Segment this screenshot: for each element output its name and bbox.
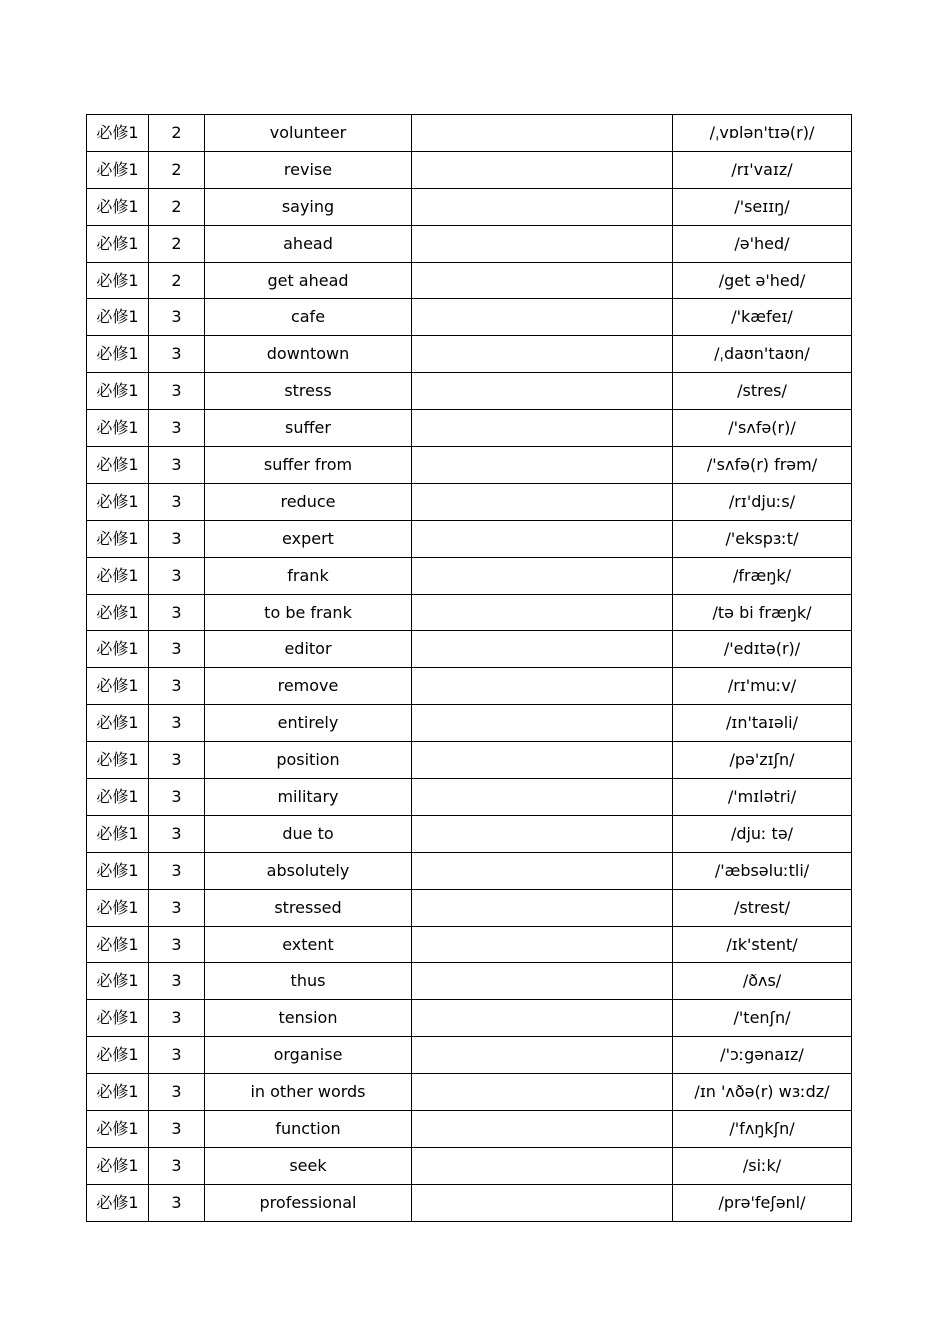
word-cell: volunteer bbox=[205, 115, 412, 152]
book-cell: 必修1 bbox=[87, 262, 149, 299]
meaning-cell bbox=[412, 520, 673, 557]
unit-cell: 3 bbox=[149, 336, 205, 373]
phonetic-cell: /strest/ bbox=[673, 889, 852, 926]
meaning-cell bbox=[412, 115, 673, 152]
book-cell: 必修1 bbox=[87, 852, 149, 889]
table-row bbox=[87, 115, 852, 152]
meaning-cell bbox=[412, 815, 673, 852]
table-row bbox=[87, 1111, 852, 1148]
meaning-cell bbox=[412, 779, 673, 816]
unit-cell: 3 bbox=[149, 631, 205, 668]
word-cell: suffer from bbox=[205, 447, 412, 484]
table-row bbox=[87, 1184, 852, 1221]
unit-cell: 3 bbox=[149, 742, 205, 779]
unit-cell: 3 bbox=[149, 1147, 205, 1184]
book-cell: 必修1 bbox=[87, 557, 149, 594]
phonetic-cell: /ə'hed/ bbox=[673, 225, 852, 262]
unit-cell: 3 bbox=[149, 926, 205, 963]
meaning-cell bbox=[412, 963, 673, 1000]
word-cell: organise bbox=[205, 1037, 412, 1074]
unit-cell: 3 bbox=[149, 557, 205, 594]
book-cell: 必修1 bbox=[87, 373, 149, 410]
book-cell: 必修1 bbox=[87, 779, 149, 816]
book-cell: 必修1 bbox=[87, 188, 149, 225]
phonetic-cell: /ɪk'stent/ bbox=[673, 926, 852, 963]
book-cell: 必修1 bbox=[87, 1037, 149, 1074]
word-cell: function bbox=[205, 1111, 412, 1148]
meaning-cell bbox=[412, 1074, 673, 1111]
word-cell: editor bbox=[205, 631, 412, 668]
unit-cell: 3 bbox=[149, 779, 205, 816]
word-cell: tension bbox=[205, 1000, 412, 1037]
word-cell: to be frank bbox=[205, 594, 412, 631]
meaning-cell bbox=[412, 151, 673, 188]
meaning-cell bbox=[412, 742, 673, 779]
book-cell: 必修1 bbox=[87, 336, 149, 373]
word-cell: ahead bbox=[205, 225, 412, 262]
book-cell: 必修1 bbox=[87, 742, 149, 779]
word-cell: thus bbox=[205, 963, 412, 1000]
phonetic-cell: /'kæfeɪ/ bbox=[673, 299, 852, 336]
table-row bbox=[87, 1037, 852, 1074]
table-row bbox=[87, 520, 852, 557]
book-cell: 必修1 bbox=[87, 594, 149, 631]
meaning-cell bbox=[412, 705, 673, 742]
phonetic-cell: /'sʌfə(r) frəm/ bbox=[673, 447, 852, 484]
vocabulary-table bbox=[86, 114, 852, 1222]
unit-cell: 3 bbox=[149, 963, 205, 1000]
meaning-cell bbox=[412, 852, 673, 889]
phonetic-cell: /stres/ bbox=[673, 373, 852, 410]
word-cell: remove bbox=[205, 668, 412, 705]
table-row bbox=[87, 631, 852, 668]
word-cell: get ahead bbox=[205, 262, 412, 299]
unit-cell: 3 bbox=[149, 373, 205, 410]
meaning-cell bbox=[412, 373, 673, 410]
unit-cell: 2 bbox=[149, 188, 205, 225]
book-cell: 必修1 bbox=[87, 483, 149, 520]
book-cell: 必修1 bbox=[87, 115, 149, 152]
meaning-cell bbox=[412, 447, 673, 484]
unit-cell: 3 bbox=[149, 1111, 205, 1148]
meaning-cell bbox=[412, 1147, 673, 1184]
book-cell: 必修1 bbox=[87, 225, 149, 262]
phonetic-cell: /'fʌŋkʃn/ bbox=[673, 1111, 852, 1148]
meaning-cell bbox=[412, 336, 673, 373]
book-cell: 必修1 bbox=[87, 151, 149, 188]
table-row bbox=[87, 815, 852, 852]
unit-cell: 3 bbox=[149, 1184, 205, 1221]
table-row bbox=[87, 852, 852, 889]
book-cell: 必修1 bbox=[87, 631, 149, 668]
table-row bbox=[87, 1074, 852, 1111]
word-cell: seek bbox=[205, 1147, 412, 1184]
word-cell: in other words bbox=[205, 1074, 412, 1111]
table-row bbox=[87, 742, 852, 779]
table-row bbox=[87, 1000, 852, 1037]
unit-cell: 3 bbox=[149, 594, 205, 631]
meaning-cell bbox=[412, 188, 673, 225]
phonetic-cell: /rɪ'muːv/ bbox=[673, 668, 852, 705]
vocabulary-table-body bbox=[87, 115, 852, 1222]
unit-cell: 3 bbox=[149, 1037, 205, 1074]
unit-cell: 2 bbox=[149, 115, 205, 152]
meaning-cell bbox=[412, 262, 673, 299]
phonetic-cell: /ɪn'taɪəli/ bbox=[673, 705, 852, 742]
table-row bbox=[87, 225, 852, 262]
table-row bbox=[87, 779, 852, 816]
unit-cell: 3 bbox=[149, 447, 205, 484]
phonetic-cell: /ðʌs/ bbox=[673, 963, 852, 1000]
table-row bbox=[87, 447, 852, 484]
word-cell: due to bbox=[205, 815, 412, 852]
word-cell: reduce bbox=[205, 483, 412, 520]
word-cell: entirely bbox=[205, 705, 412, 742]
phonetic-cell: /siːk/ bbox=[673, 1147, 852, 1184]
table-row bbox=[87, 705, 852, 742]
meaning-cell bbox=[412, 225, 673, 262]
word-cell: military bbox=[205, 779, 412, 816]
table-row bbox=[87, 188, 852, 225]
book-cell: 必修1 bbox=[87, 1111, 149, 1148]
book-cell: 必修1 bbox=[87, 447, 149, 484]
book-cell: 必修1 bbox=[87, 815, 149, 852]
phonetic-cell: /'ɔːgənaɪz/ bbox=[673, 1037, 852, 1074]
book-cell: 必修1 bbox=[87, 1184, 149, 1221]
table-row bbox=[87, 299, 852, 336]
meaning-cell bbox=[412, 1000, 673, 1037]
unit-cell: 3 bbox=[149, 852, 205, 889]
book-cell: 必修1 bbox=[87, 1147, 149, 1184]
phonetic-cell: /'seɪɪŋ/ bbox=[673, 188, 852, 225]
meaning-cell bbox=[412, 594, 673, 631]
table-row bbox=[87, 151, 852, 188]
phonetic-cell: /rɪ'djuːs/ bbox=[673, 483, 852, 520]
word-cell: revise bbox=[205, 151, 412, 188]
table-row bbox=[87, 410, 852, 447]
word-cell: suffer bbox=[205, 410, 412, 447]
meaning-cell bbox=[412, 668, 673, 705]
word-cell: stressed bbox=[205, 889, 412, 926]
word-cell: stress bbox=[205, 373, 412, 410]
phonetic-cell: /djuː tə/ bbox=[673, 815, 852, 852]
phonetic-cell: /get ə'hed/ bbox=[673, 262, 852, 299]
unit-cell: 3 bbox=[149, 1074, 205, 1111]
table-row bbox=[87, 373, 852, 410]
word-cell: extent bbox=[205, 926, 412, 963]
unit-cell: 2 bbox=[149, 151, 205, 188]
word-cell: expert bbox=[205, 520, 412, 557]
unit-cell: 3 bbox=[149, 668, 205, 705]
unit-cell: 3 bbox=[149, 705, 205, 742]
book-cell: 必修1 bbox=[87, 520, 149, 557]
phonetic-cell: /prə'feʃənl/ bbox=[673, 1184, 852, 1221]
meaning-cell bbox=[412, 926, 673, 963]
meaning-cell bbox=[412, 1111, 673, 1148]
vocabulary-sheet bbox=[86, 114, 848, 1222]
unit-cell: 3 bbox=[149, 483, 205, 520]
table-row bbox=[87, 336, 852, 373]
word-cell: position bbox=[205, 742, 412, 779]
book-cell: 必修1 bbox=[87, 299, 149, 336]
word-cell: absolutely bbox=[205, 852, 412, 889]
meaning-cell bbox=[412, 557, 673, 594]
phonetic-cell: /'tenʃn/ bbox=[673, 1000, 852, 1037]
phonetic-cell: /'mɪlətri/ bbox=[673, 779, 852, 816]
book-cell: 必修1 bbox=[87, 926, 149, 963]
table-row bbox=[87, 668, 852, 705]
phonetic-cell: /ˌdaʊn'taʊn/ bbox=[673, 336, 852, 373]
book-cell: 必修1 bbox=[87, 705, 149, 742]
unit-cell: 3 bbox=[149, 1000, 205, 1037]
word-cell: professional bbox=[205, 1184, 412, 1221]
word-cell: saying bbox=[205, 188, 412, 225]
book-cell: 必修1 bbox=[87, 1074, 149, 1111]
meaning-cell bbox=[412, 299, 673, 336]
meaning-cell bbox=[412, 410, 673, 447]
word-cell: downtown bbox=[205, 336, 412, 373]
phonetic-cell: /ˌvɒlən'tɪə(r)/ bbox=[673, 115, 852, 152]
table-row bbox=[87, 926, 852, 963]
book-cell: 必修1 bbox=[87, 1000, 149, 1037]
phonetic-cell: /'ekspɜːt/ bbox=[673, 520, 852, 557]
meaning-cell bbox=[412, 889, 673, 926]
phonetic-cell: /fræŋk/ bbox=[673, 557, 852, 594]
table-row bbox=[87, 594, 852, 631]
meaning-cell bbox=[412, 631, 673, 668]
unit-cell: 3 bbox=[149, 889, 205, 926]
unit-cell: 3 bbox=[149, 815, 205, 852]
book-cell: 必修1 bbox=[87, 410, 149, 447]
phonetic-cell: /pə'zɪʃn/ bbox=[673, 742, 852, 779]
book-cell: 必修1 bbox=[87, 668, 149, 705]
table-row bbox=[87, 1147, 852, 1184]
phonetic-cell: /rɪ'vaɪz/ bbox=[673, 151, 852, 188]
meaning-cell bbox=[412, 483, 673, 520]
word-cell: cafe bbox=[205, 299, 412, 336]
table-row bbox=[87, 963, 852, 1000]
book-cell: 必修1 bbox=[87, 963, 149, 1000]
meaning-cell bbox=[412, 1037, 673, 1074]
word-cell: frank bbox=[205, 557, 412, 594]
unit-cell: 3 bbox=[149, 299, 205, 336]
phonetic-cell: /'edɪtə(r)/ bbox=[673, 631, 852, 668]
phonetic-cell: /'æbsəluːtli/ bbox=[673, 852, 852, 889]
unit-cell: 3 bbox=[149, 520, 205, 557]
phonetic-cell: /tə bi fræŋk/ bbox=[673, 594, 852, 631]
book-cell: 必修1 bbox=[87, 889, 149, 926]
table-row bbox=[87, 483, 852, 520]
meaning-cell bbox=[412, 1184, 673, 1221]
table-row bbox=[87, 262, 852, 299]
unit-cell: 3 bbox=[149, 410, 205, 447]
table-row bbox=[87, 889, 852, 926]
unit-cell: 2 bbox=[149, 262, 205, 299]
phonetic-cell: /ɪn 'ʌðə(r) wɜːdz/ bbox=[673, 1074, 852, 1111]
unit-cell: 2 bbox=[149, 225, 205, 262]
phonetic-cell: /'sʌfə(r)/ bbox=[673, 410, 852, 447]
table-row bbox=[87, 557, 852, 594]
